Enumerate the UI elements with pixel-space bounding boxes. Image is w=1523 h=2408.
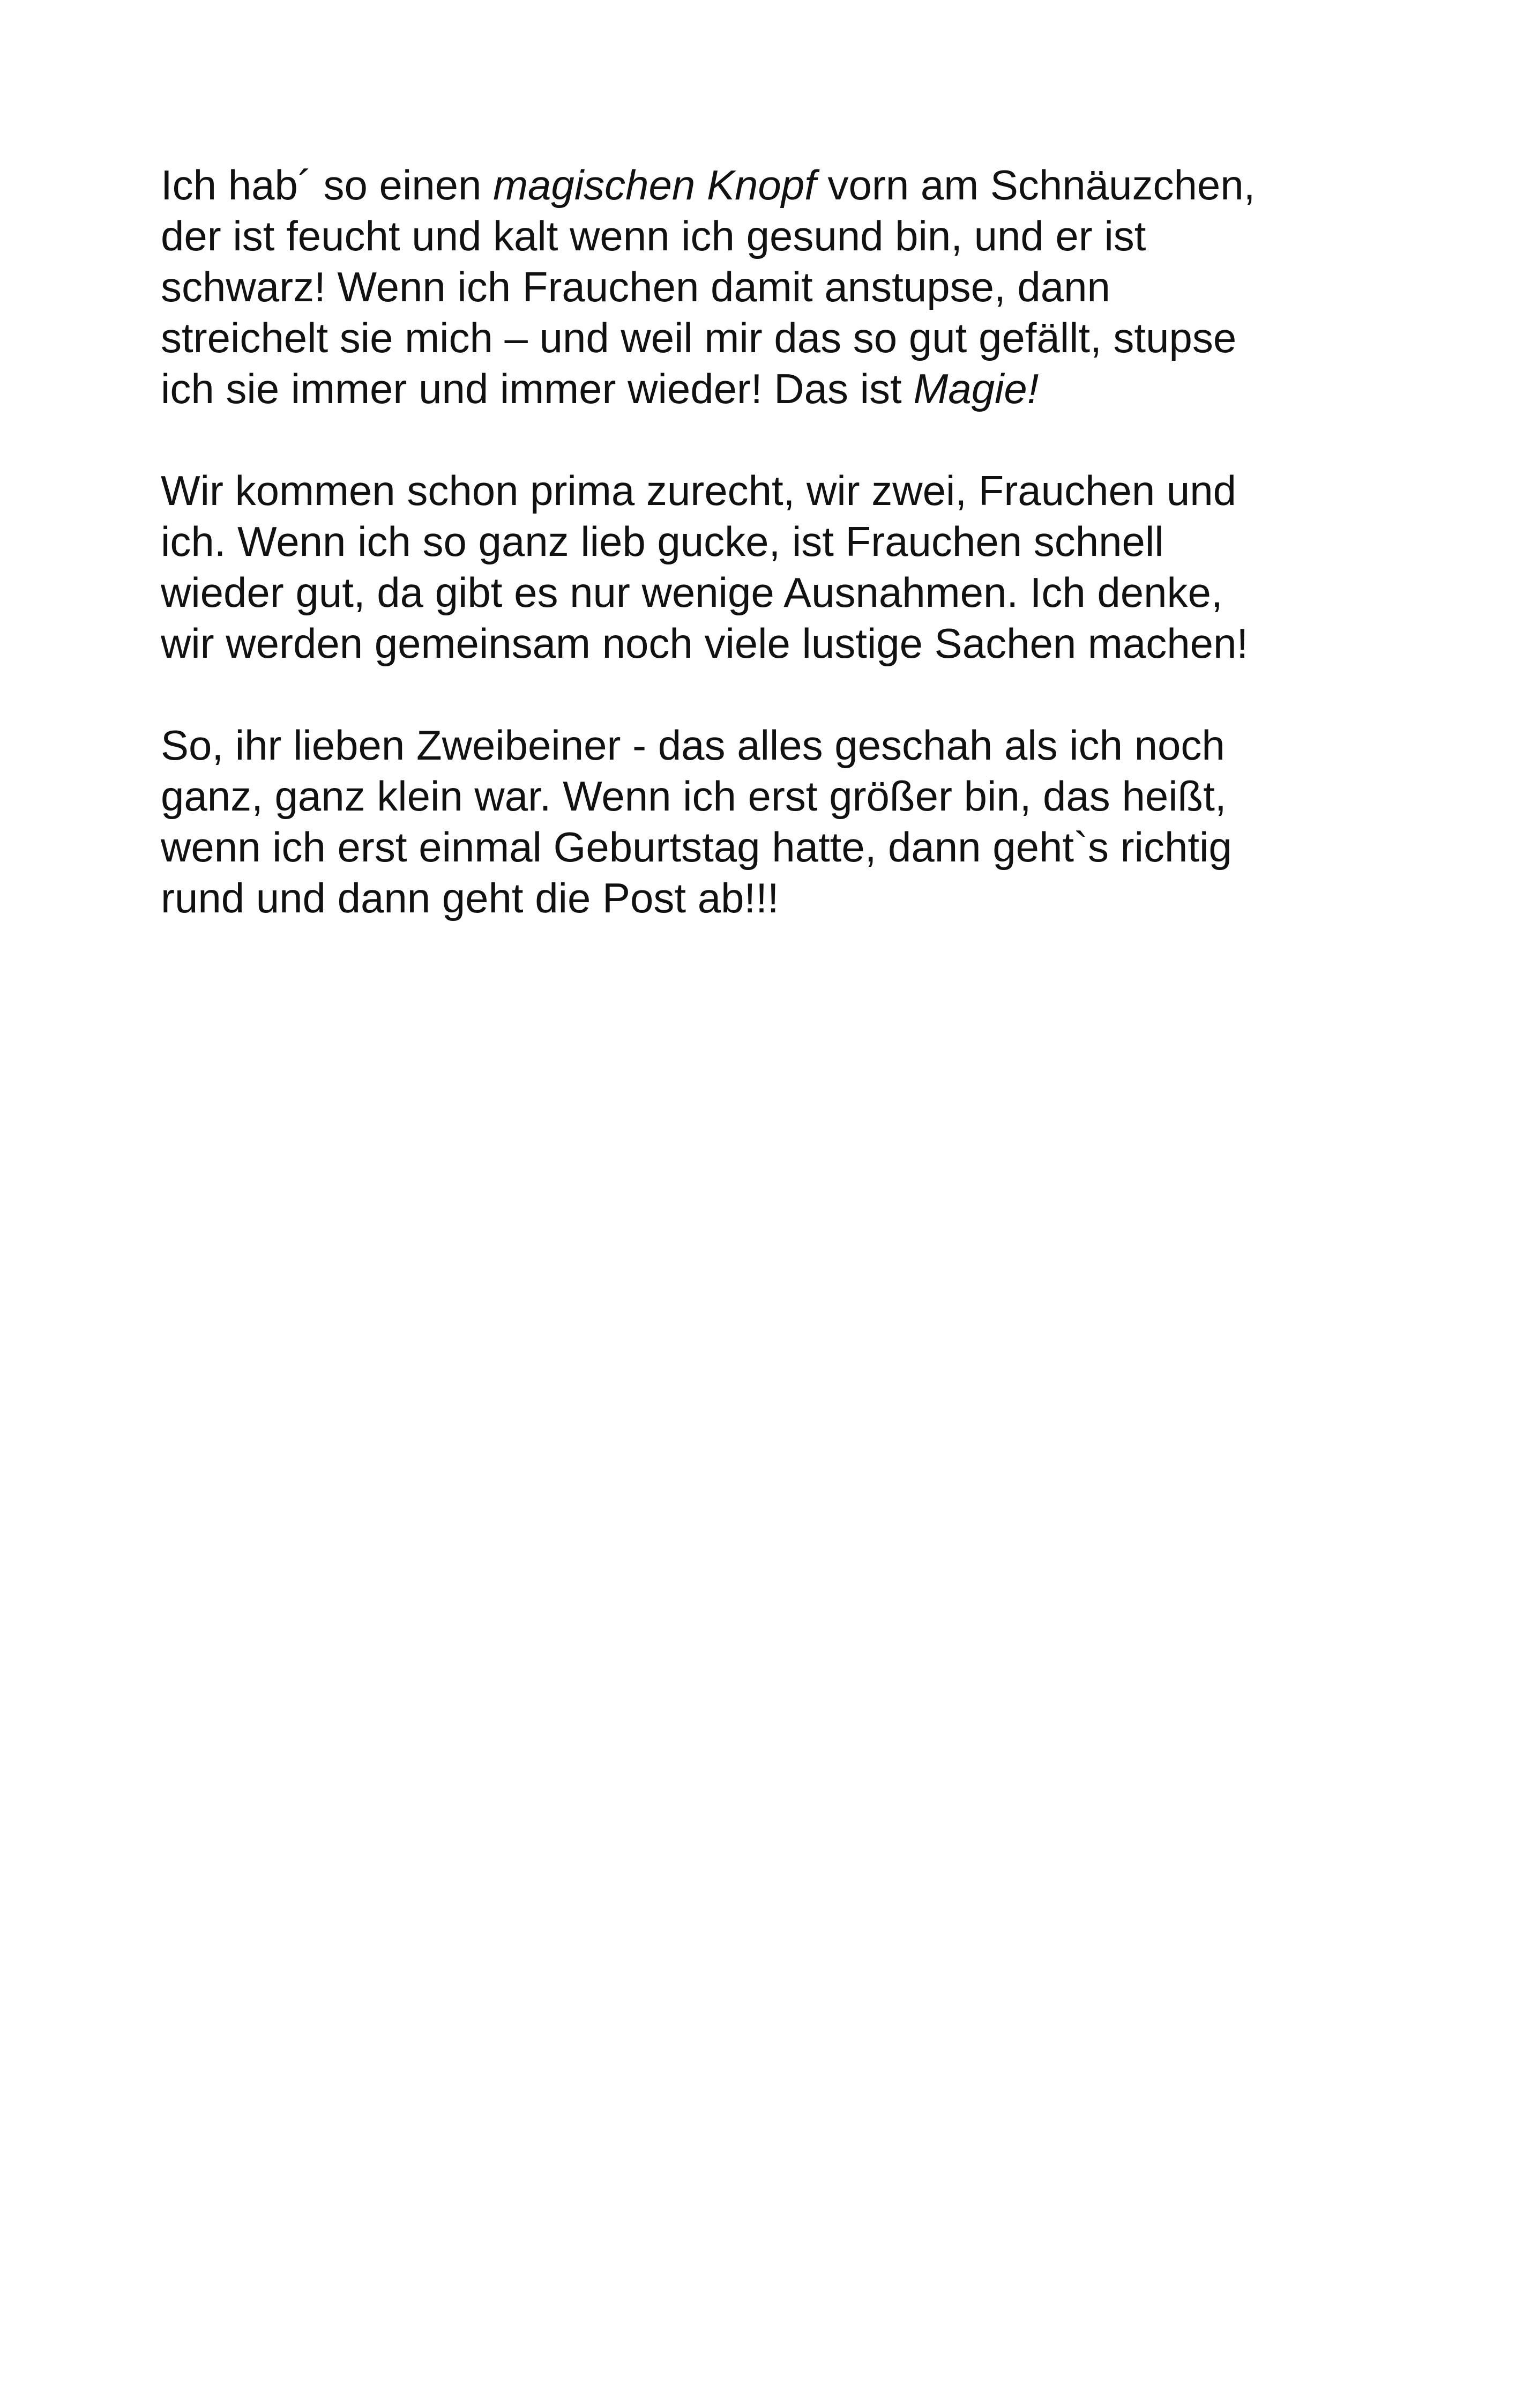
text-line xyxy=(161,720,1415,771)
text-segment: wenn ich erst einmal Geburtstag hatte, dann geht`s richtig xyxy=(161,823,1232,871)
text-segment: ich sie immer und immer wieder! Das ist xyxy=(161,365,914,412)
paragraph xyxy=(161,465,1415,669)
text-segment: So, ihr lieben Zweibeiner - das alles geschah als ich noch xyxy=(161,722,1225,769)
text-segment: wieder gut, da gibt es nur wenige Ausnahmen. Ich denke, xyxy=(161,569,1223,616)
paragraph xyxy=(161,160,1415,414)
text-segment: Wir kommen schon prima zurecht, wir zwei, Frauchen und xyxy=(161,467,1237,514)
text-segment: ganz, ganz klein war. Wenn ich erst größer bin, das heißt, xyxy=(161,772,1227,820)
document-body xyxy=(161,160,1415,975)
italic-text: Magie! xyxy=(913,365,1039,412)
text-segment: der ist feucht und kalt wenn ich gesund bin, und er ist xyxy=(161,212,1146,259)
italic-text: magischen Knopf xyxy=(493,161,816,209)
text-segment: rund und dann geht die Post ab!!! xyxy=(161,874,779,921)
text-segment: vorn am Schnäuzchen, xyxy=(816,161,1256,209)
text-line xyxy=(161,262,1415,313)
text-line xyxy=(161,313,1415,363)
text-segment: wir werden gemeinsam noch viele lustige Sachen machen! xyxy=(161,620,1249,667)
text-line xyxy=(161,160,1415,211)
text-line xyxy=(161,771,1415,822)
text-segment: streichelt sie mich – und weil mir das so gut gefällt, stupse xyxy=(161,314,1237,361)
paragraph xyxy=(161,720,1415,924)
text-line xyxy=(161,465,1415,516)
text-line xyxy=(161,363,1415,414)
text-line xyxy=(161,211,1415,262)
text-line xyxy=(161,822,1415,873)
text-line xyxy=(161,618,1415,669)
text-segment: schwarz! Wenn ich Frauchen damit anstupse, dann xyxy=(161,263,1110,310)
text-segment: ich. Wenn ich so ganz lieb gucke, ist Frauchen schnell xyxy=(161,518,1164,565)
text-line xyxy=(161,873,1415,924)
text-line xyxy=(161,567,1415,618)
text-line xyxy=(161,516,1415,567)
text-segment: Ich hab´ so einen xyxy=(161,161,494,209)
